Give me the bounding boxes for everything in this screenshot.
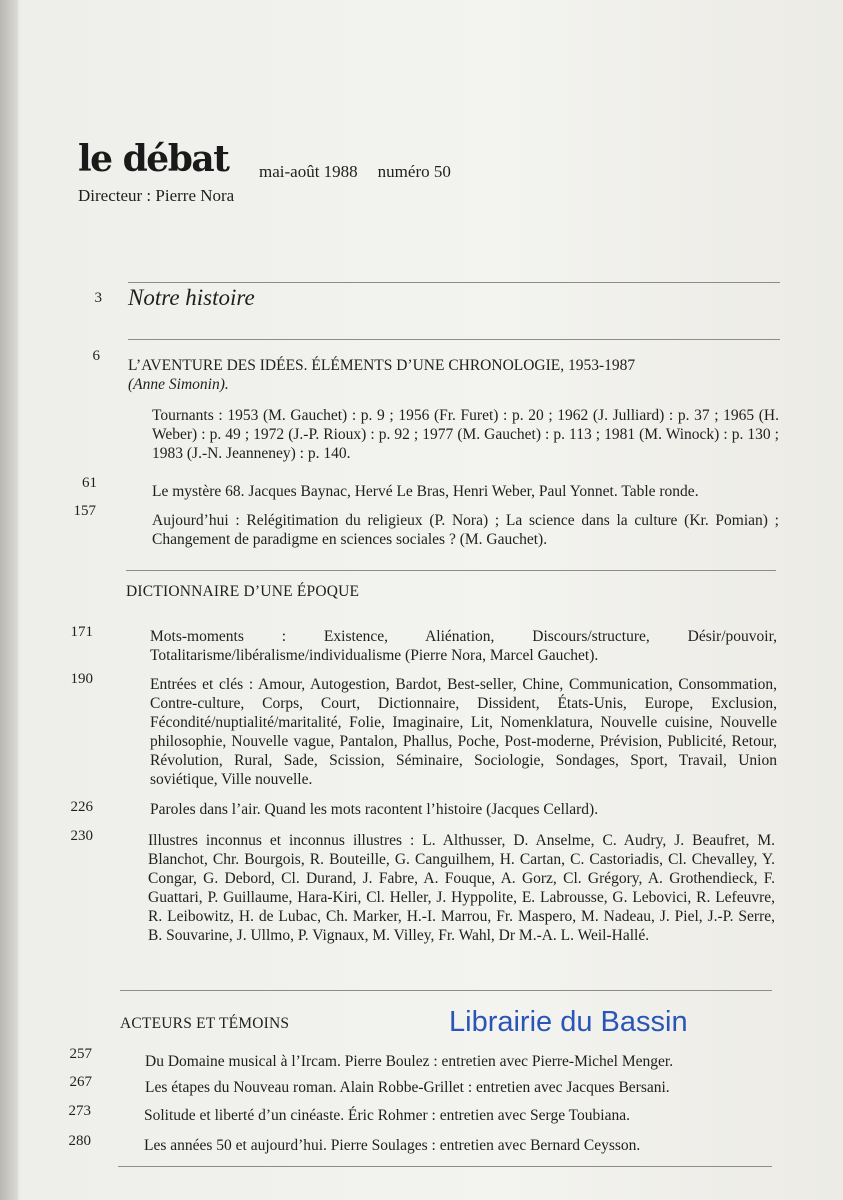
page-number: 61 [82,475,97,491]
toc-entry-soulages: Les années 50 et aujourd’hui. Pierre Soulages : entretien avec Bernard Ceysson. [144,1137,641,1154]
page-number: 226 [70,799,93,815]
toc-entry-aujourdhui: Aujourd’hui : Relégitimation du religieux (P. Nora) ; La science dans la culture (Kr. Pomian) ; Changement de paradigme en sciences sociales ? (M. Gauchet). [152,512,779,548]
watermark-label: Librairie du Bassin [449,1006,688,1038]
book-spine-shadow [0,0,18,1200]
toc-entry-illustres: Illustres inconnus et inconnus illustres : L. Althusser, D. Anselme, C. Audry, J. Beaufret, M. Blanchot, Chr. Bourgois, R. Bouteille, G. Canguilhem, H. Cartan, C. Castoriadis, Cl. Chevalley, Y. Congar, G. Debord, Cl. Durand, J. Fabre, A. Fouque, A. Gorz, Cl. Grégory, A. Grothendieck, F. Guattari, P. Guillaume, Hara-Kiri, Cl. Heller, J. Hyppolite, E. Labrousse, G. Lebovici, R. Lefeuvre, R. Leibowitz, H. de Lubac, Ch. Marker, H.-I. Marrou, Fr. Maspero, M. Nadeau, J. Piel, J.-P. Serre, B. Souvarine, J. Ullmo, P. Vignaux, M. Villey, Fr. Wahl, Dr M.-A. L. Weil-Hallé. [148,832,775,944]
toc-entry-rohmer: Solitude et liberté d’un cinéaste. Éric Rohmer : entretien avec Serge Toubiana. [144,1107,630,1124]
page-number: 267 [69,1074,92,1090]
page-number: 273 [68,1103,91,1119]
magazine-logo: le débat [78,138,229,180]
divider [126,570,776,571]
section-title-dictionnaire: DICTIONNAIRE D’UNE ÉPOQUE [126,583,360,600]
page-number: 157 [73,503,96,519]
toc-entry-aventure [128,356,768,394]
toc-entry-mystere: Le mystère 68. Jacques Baynac, Hervé Le Bras, Henri Weber, Paul Yonnet. Table ronde. [152,483,699,500]
toc-entry-tournants: Tournants : 1953 (M. Gauchet) : p. 9 ; 1956 (Fr. Furet) : p. 20 ; 1962 (J. Julliard) : p. 37 ; 1965 (H. Weber) : p. 49 ; 1972 (J.-P. Rioux) : p. 92 ; 1977 (M. Gauchet) : p. 113 ; 1981 (M. Winock) : p. 130 ; 1983 (J.-N. Jeanneney) : p. 140. [152,407,779,462]
page-number: 6 [92,348,100,364]
page-number: 280 [68,1133,91,1149]
page-number: 257 [69,1046,92,1062]
toc-entry-robbe-grillet: Les étapes du Nouveau roman. Alain Robbe-Grillet : entretien avec Jacques Bersani. [145,1079,670,1096]
entry-title: L’AVENTURE DES IDÉES. ÉLÉMENTS D’UNE CHRONOLOGIE, 1953-1987 [128,357,636,374]
issue-info [259,162,471,182]
director-line: Directeur : Pierre Nora [78,186,235,205]
divider [120,990,772,991]
section-title-acteurs: ACTEURS ET TÉMOINS [120,1015,290,1032]
issue-number: numéro 50 [377,162,451,181]
divider [128,282,780,283]
page-number: 230 [70,828,93,844]
toc-entry-paroles: Paroles dans l’air. Quand les mots racontent l’histoire (Jacques Cellard). [150,801,599,818]
page-number: 171 [70,624,93,640]
section-title-notre-histoire: Notre histoire [128,285,255,310]
toc-entry-mots-moments: Mots-moments : Existence, Aliénation, Discours/structure, Désir/pouvoir, Totalitarisme/libéralisme/individualisme (Pierre Nora, Marcel Gauchet). [150,628,777,664]
toc-entry-boulez: Du Domaine musical à l’Ircam. Pierre Boulez : entretien avec Pierre-Michel Menger. [145,1053,674,1070]
entry-author: (Anne Simonin). [128,376,229,393]
toc-entry-entrees-et-cles: Entrées et clés : Amour, Autogestion, Bardot, Best-seller, Chine, Communication, Consommation, Contre-culture, Corps, Court, Dictionnaire, Dissident, États-Unis, Europe, Exclusion, Fécondité/nuptialité/maritalité, Folie, Imaginaire, Lit, Nomenklatura, Nouvelle cuisine, Nouvelle philosophie, Nouvelle vague, Pantalon, Phallus, Poche, Post-moderne, Prévision, Publicité, Retour, Révolution, Rural, Sade, Scission, Séminaire, Sociologie, Sondages, Sport, Travail, Union soviétique, Ville nouvelle. [150,676,777,788]
issue-date: mai-août 1988 [259,162,358,181]
divider [118,1166,772,1167]
page-number: 190 [70,671,93,687]
page-number: 3 [94,290,102,306]
divider [128,339,780,340]
